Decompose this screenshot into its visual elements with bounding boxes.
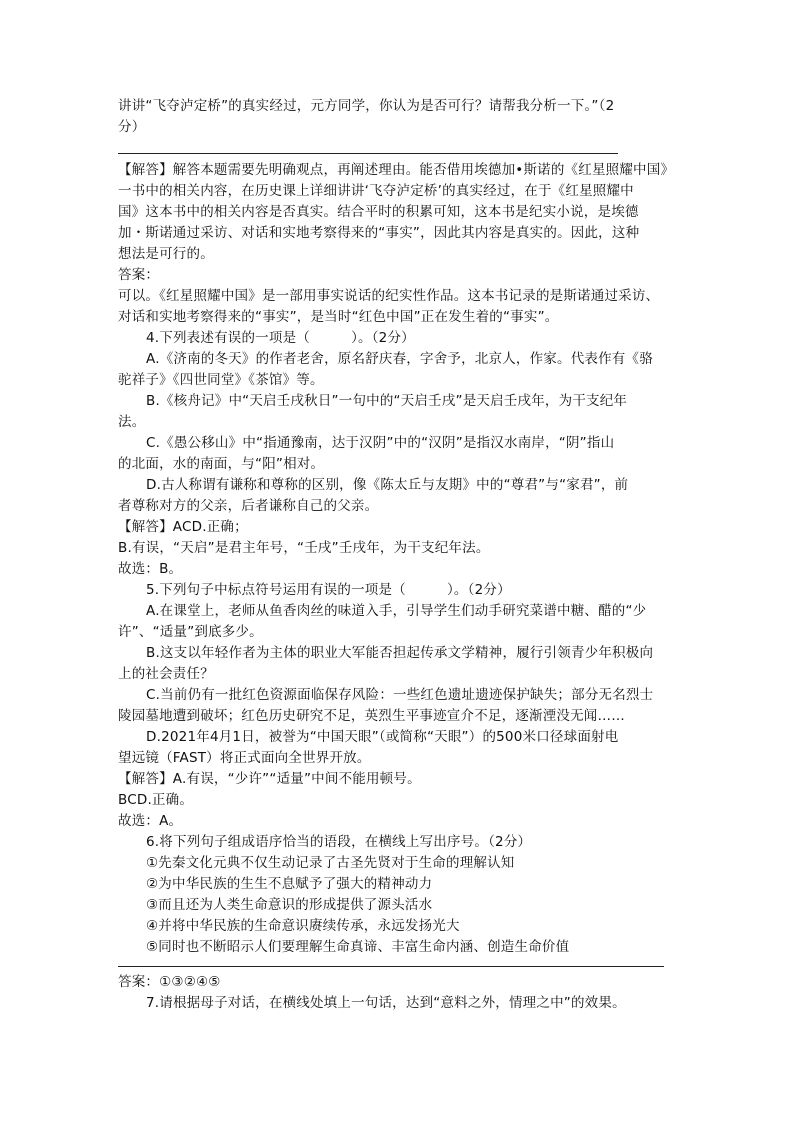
- line-28: C.当前仍有一批红色资源面临保存风险：一些红色遗址遗迹保护缺失；部分无名烈士: [146, 687, 654, 703]
- line-07: 想法是可行的。: [118, 246, 214, 262]
- line-14: B.《核舟记》中“天启壬戌秋日”一句中的“天启壬戌”是天启壬戌年，为干支纪年: [146, 393, 628, 409]
- line-15: 法。: [118, 414, 146, 430]
- line-19: 者尊称对方的父亲，后者谦称自己的父亲。: [118, 498, 379, 514]
- line-18: D.古人称谓有谦称和尊称的区别，像《陈太丘与友期》中的“尊君”与“家君”，前: [146, 477, 629, 493]
- divider: [118, 153, 618, 154]
- line-35: 6.将下列句子组成语序恰当的语段，在横线上写出序号。（2分）: [146, 834, 532, 850]
- line-06: 加・斯诺通过采访、对话和实地考察得来的“事实”，因此其内容是真实的。因此，这种: [118, 225, 640, 241]
- line-37: ②为中华民族的生生不息赋予了强大的精神动力: [146, 876, 433, 892]
- line-34: 故选：A。: [118, 813, 183, 829]
- line-17: 的北面，水的南面，与“阳”相对。: [118, 456, 325, 472]
- line-31: 望远镜（FAST）将正式面向全世界开放。: [118, 750, 371, 766]
- line-20: 【解答】ACD.正确；: [118, 519, 248, 535]
- line-25: 许”、“适量”到底多少。: [118, 624, 263, 640]
- line-26: B.这支以年轻作者为主体的职业大军能否担起传承文学精神，履行引领青少年积极向: [146, 645, 654, 661]
- line-12: A.《济南的冬天》的作者老舍，原名舒庆春，字舍予，北京人，作家。代表作有《骆: [146, 351, 653, 367]
- line-40: ⑤同时也不断昭示人们要理解生命真谛、丰富生命内涵、创造生命价值: [146, 939, 570, 955]
- line-33: BCD.正确。: [118, 792, 194, 808]
- line-36: ①先秦文化元典不仅生动记录了古圣先贤对于生命的理解认知: [146, 855, 515, 871]
- line-42: 7.请根据母子对话，在横线处填上一句话，达到“意料之外，情理之中”的效果。: [146, 995, 626, 1011]
- line-16: C.《愚公移山》中“指通豫南，达于汉阴”中的“汉阴”是指汉水南岸，“阴”指山: [146, 435, 615, 451]
- line-02: 分）: [118, 119, 146, 135]
- line-05: 国》这本书中的相关内容是否真实。结合平时的积累可知，这本书是纪实小说，是埃德: [118, 204, 639, 220]
- line-11: 4.下列表述有误的一项是（ ）。（2分）: [146, 330, 415, 346]
- line-22: 故选：B。: [118, 561, 183, 577]
- line-32: 【解答】A.有误，“少许”“适量”中间不能用顿号。: [118, 771, 421, 787]
- line-04: 一书中的相关内容，在历史课上详细讲讲‘飞夺泸定桥’的真实经过，在于《红星照耀中: [118, 183, 634, 199]
- line-01: 讲讲“飞夺泸定桥”的真实经过，元方同学，你认为是否可行？请帮我分析一下。”（2: [118, 98, 615, 114]
- line-13: 驼祥子》《四世同堂》《茶馆》等。: [118, 372, 324, 388]
- line-21: B.有误，“天启”是君主年号，“壬戌”壬戌年，为干支纪年法。: [118, 540, 490, 556]
- line-23: 5.下列句子中标点符号运用有误的一项是（ ）。（2分）: [146, 582, 511, 598]
- line-29: 陵园墓地遭到破坏；红色历史研究不足，英烈生平事迹宣介不足，逐渐湮没无闻……: [118, 708, 625, 724]
- line-09: 可以。《红星照耀中国》是一部用事实说话的纪实性作品。这本书记录的是斯诺通过采访、: [118, 288, 660, 304]
- line-30: D.2021年4月1日，被誉为“中国天眼”（或简称“天眼”）的500米口径球面射电: [146, 729, 619, 745]
- line-03: 【解答】解答本题需要先明确观点，再阐述理由。能否借用埃德加•斯诺的《红星照耀中国》: [118, 162, 675, 178]
- line-10: 对话和实地考察得来的“事实”，是当时“红色中国”正在发生着的“事实”。: [118, 309, 559, 325]
- line-41: 答案：①③②④⑤: [118, 974, 221, 990]
- line-27: 上的社会责任？: [118, 666, 214, 682]
- line-24: A.在课堂上，老师从鱼香肉丝的味道入手，引导学生们动手研究菜谱中糖、醋的“少: [146, 603, 647, 619]
- line-39: ④并将中华民族的生命意识赓续传承，永远发扬光大: [146, 918, 460, 934]
- line-38: ③而且还为人类生命意识的形成提供了源头活水: [146, 897, 433, 913]
- divider: [118, 966, 664, 967]
- line-08: 答案：: [118, 267, 160, 283]
